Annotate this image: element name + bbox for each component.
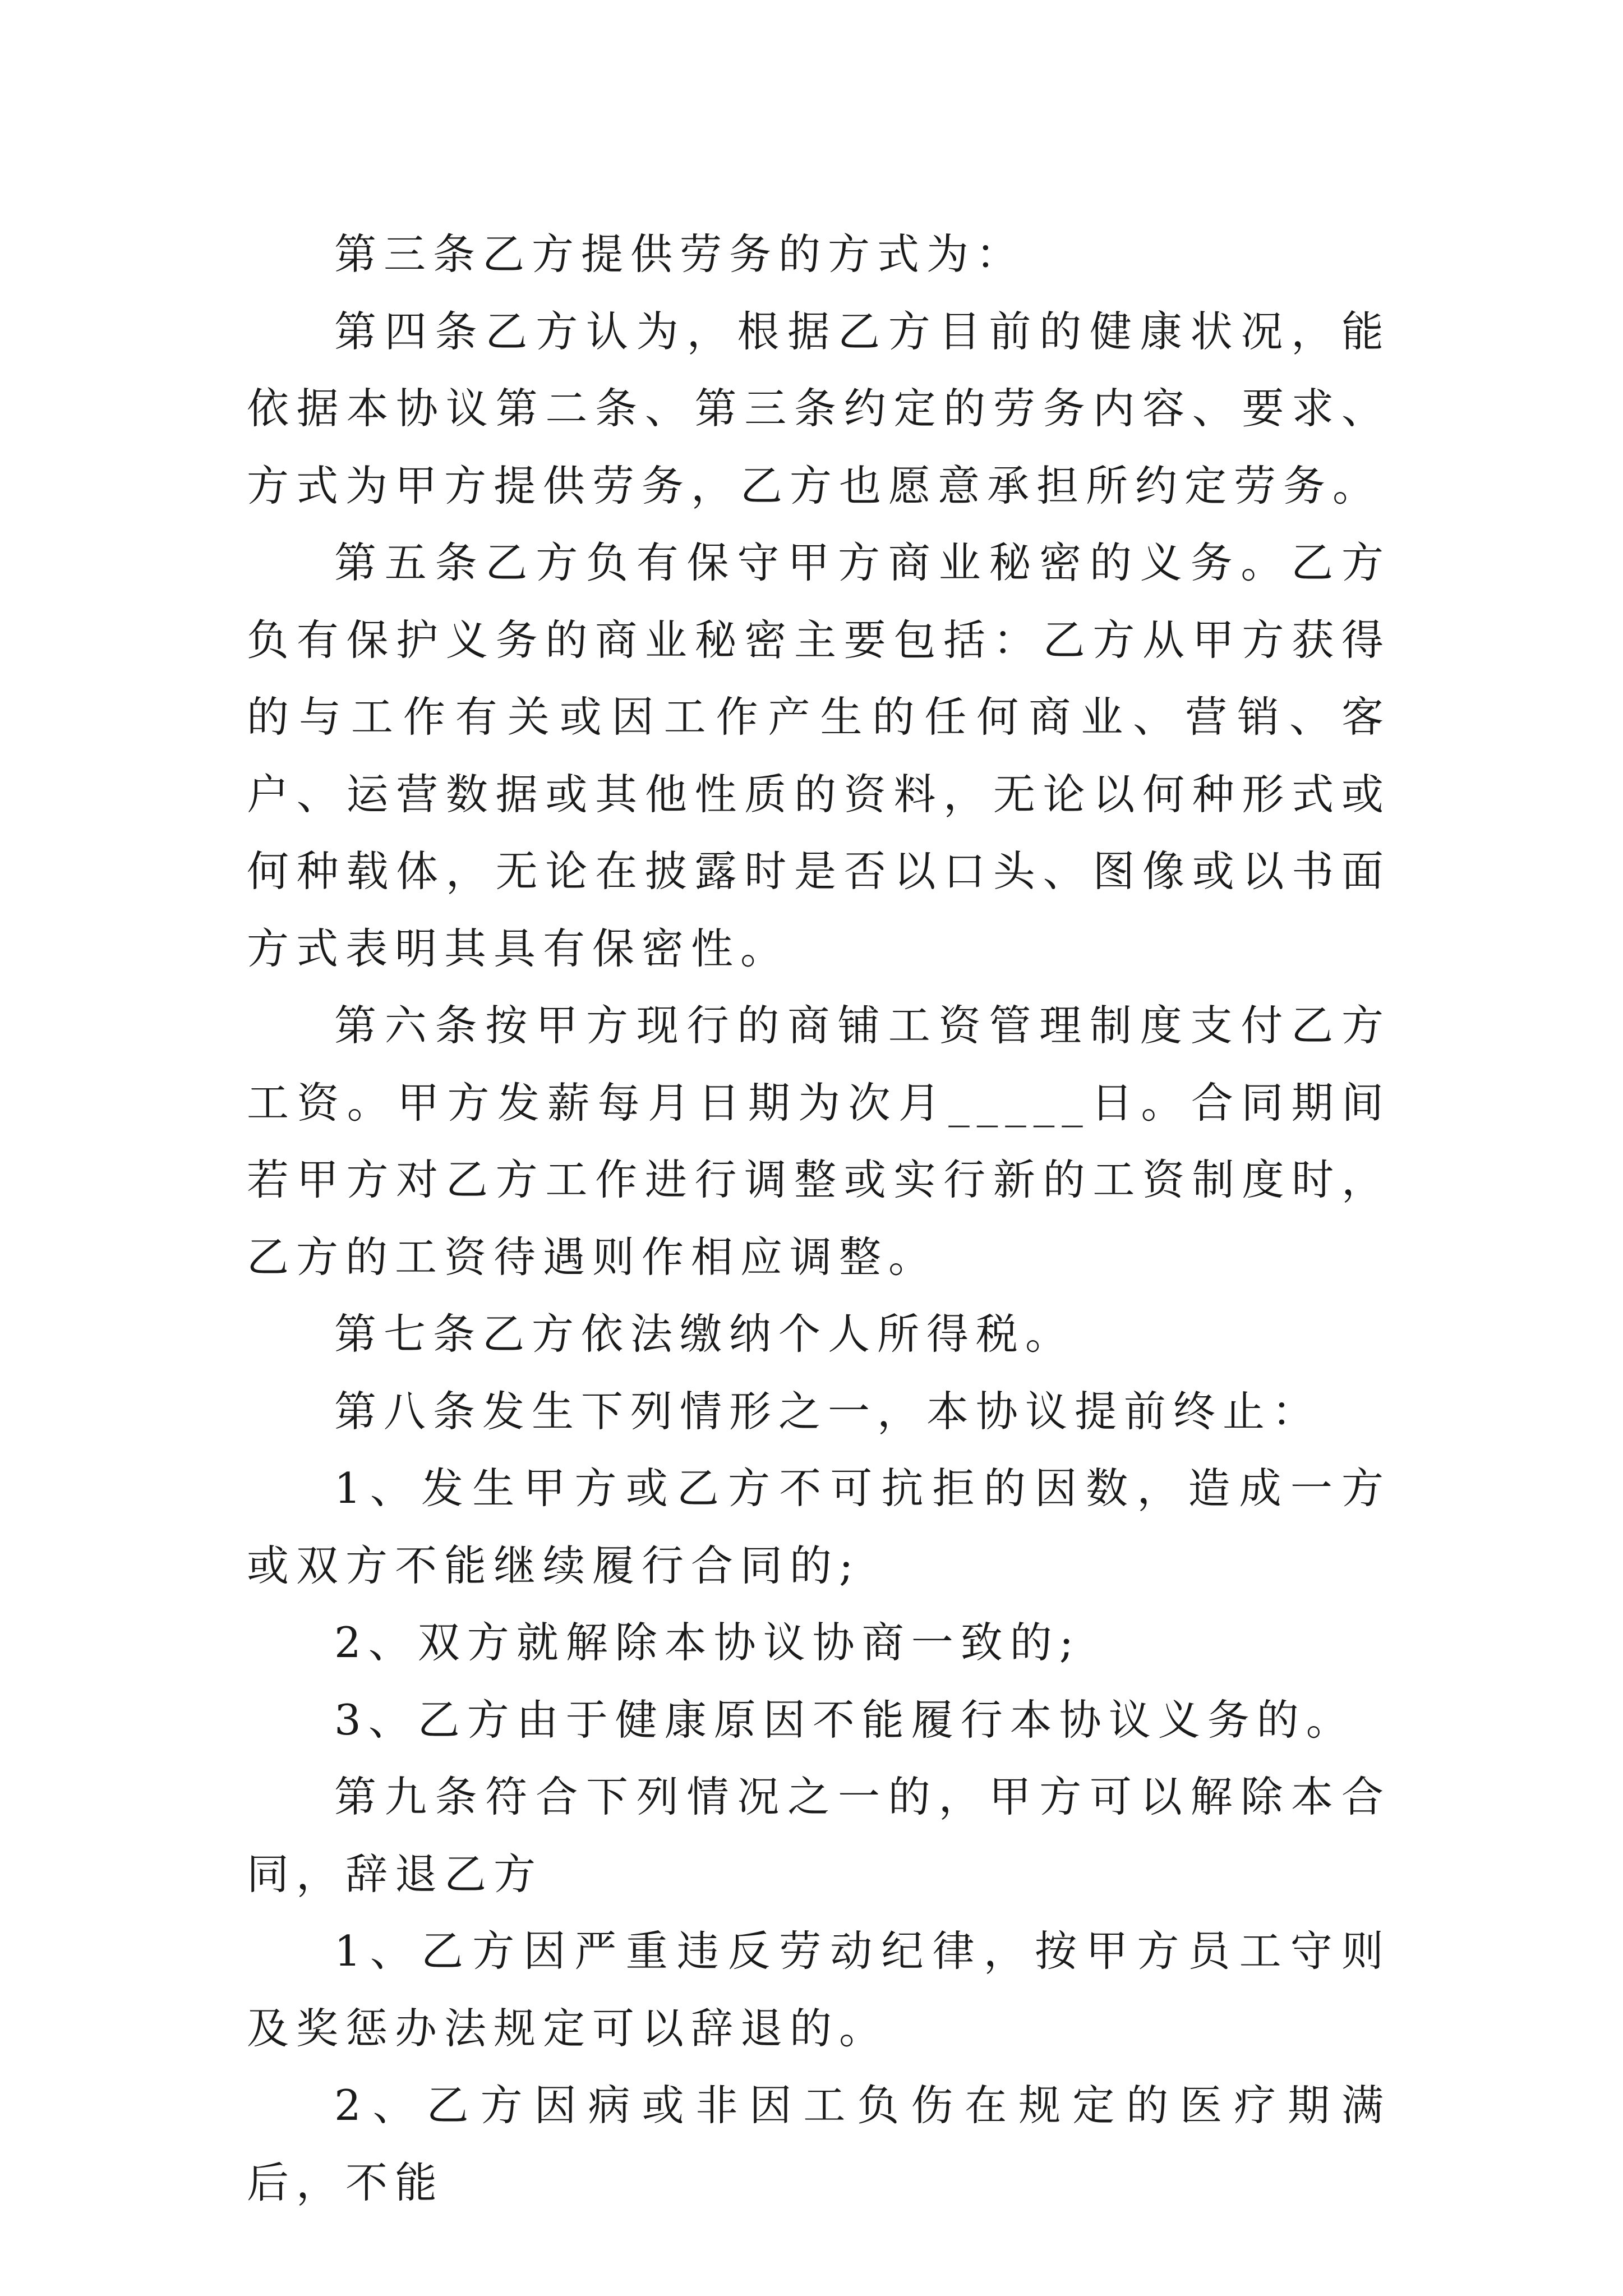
list-item-article-8-3: 3、乙方由于健康原因不能履行本协议义务的。 [334, 1695, 1355, 1745]
paragraph-article-6: 第六条按甲方现行的商铺工资管理制度支付乙方工资。甲方发薪每月日期为次月_____日。合同期间若甲方对乙方工作进行调整或实行新的工资制度时，乙方的工资待遇则作相应调整。 [247, 1001, 1391, 1282]
paragraph-article-9: 第九条符合下列情况之一的，甲方可以解除本合同，辞退乙方 [247, 1772, 1391, 1899]
list-item-article-8-2: 2、双方就解除本协议协商一致的; [334, 1618, 1081, 1667]
paragraph-article-4: 第四条乙方认为，根据乙方目前的健康状况，能依据本协议第二条、第三条约定的劳务内容、要求、方式为甲方提供劳务，乙方也愿意承担所约定劳务。 [247, 306, 1391, 510]
paragraph-article-8: 第八条发生下列情形之一，本协议提前终止： [334, 1386, 1322, 1436]
list-item-article-8-1: 1、发生甲方或乙方不可抗拒的因数，造成一方或双方不能继续履行合同的; [247, 1464, 1391, 1590]
paragraph-article-7: 第七条乙方依法缴纳个人所得税。 [334, 1309, 1075, 1359]
list-item-article-9-2: 2、乙方因病或非因工负伤在规定的医疗期满后，不能 [247, 2081, 1391, 2207]
paragraph-article-5: 第五条乙方负有保守甲方商业秘密的义务。乙方负有保护义务的商业秘密主要包括：乙方从甲方获得的与工作有关或因工作产生的任何商业、营销、客户、运营数据或其他性质的资料，无论以何种形式或何种载体，无论在披露时是否以口头、图像或以书面方式表明其具有保密性。 [247, 538, 1391, 973]
document-body [247, 216, 1391, 2221]
list-item-article-9-1: 1、乙方因严重违反劳动纪律，按甲方员工守则及奖惩办法规定可以辞退的。 [247, 1926, 1391, 2053]
paragraph-article-3: 第三条乙方提供劳务的方式为： [334, 229, 1026, 279]
